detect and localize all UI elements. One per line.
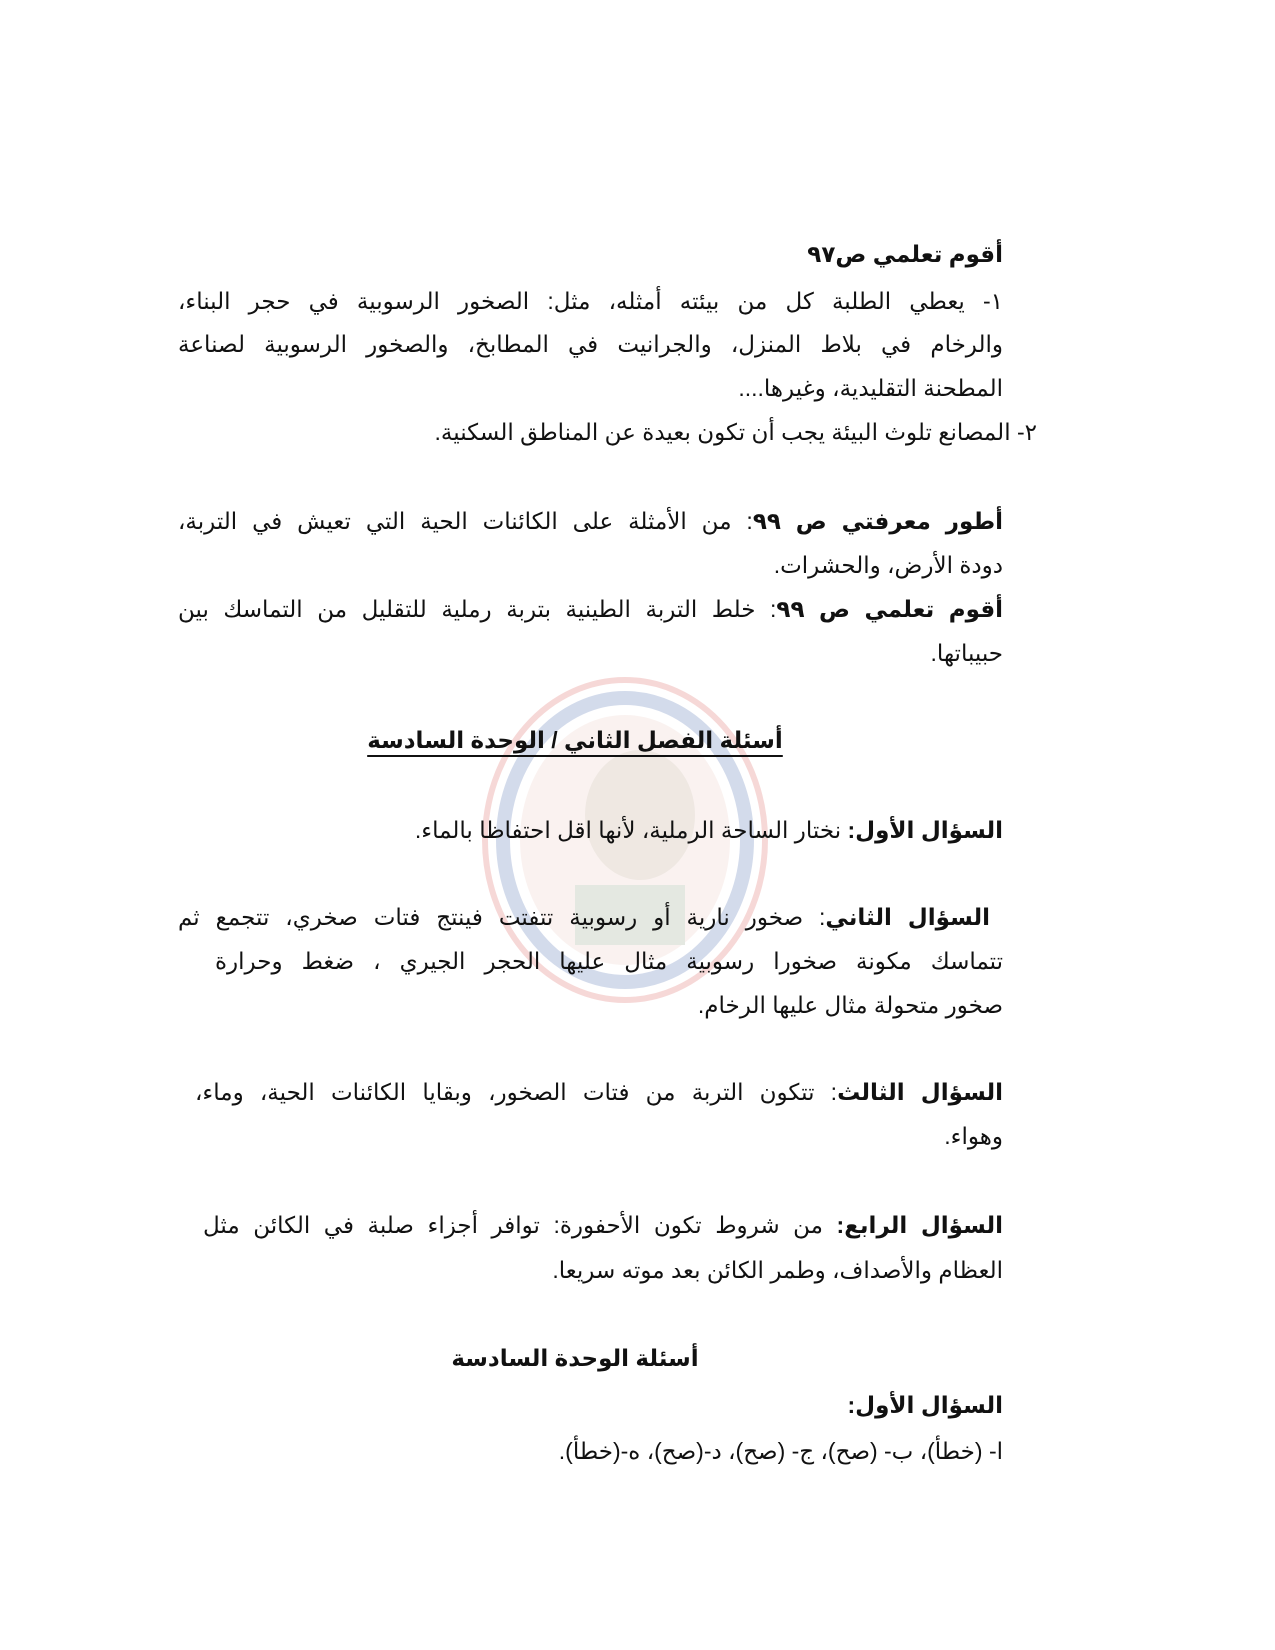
section3-label: أقوم تعلمي ص ٩٩ [776,596,1004,622]
section3-line1 [178,594,1003,624]
q2-text: : صخور نارية أو رسوبية تتفتت فينتج فتات صخري، تتجمع ثم [178,904,826,930]
q2-label: السؤال الثاني [825,904,990,930]
unit-q1-label: السؤال الأول: [847,1392,1003,1418]
item1-line2: والرخام في بلاط المنزل، والجرانيت في المطابخ، والصخور الرسوبية لصناعة [178,331,1003,357]
q4-line1 [203,1210,1003,1240]
q1-label: السؤال الأول: [847,817,1003,843]
q1-text: نختار الساحة الرملية، لأنها اقل احتفاظا بالماء. [414,817,848,843]
section-title-97: أقوم تعلمي ص٩٧ [807,241,1003,267]
item1-line1: ١- يعطي الطلبة كل من بيئته أمثله، مثل: الصخور الرسوبية في حجر البناء، [178,288,1003,314]
q3-line1 [195,1077,1003,1107]
section2-line1 [178,506,1003,536]
q4-line2: العظام والأصداف، وطمر الكائن بعد موته سريعا. [552,1257,1003,1283]
q4-label: السؤال الرابع: [836,1212,1004,1238]
item2: ٢- المصانع تلوث البيئة يجب أن تكون بعيدة عن المناطق السكنية. [434,419,1037,445]
q3-line2: وهواء. [944,1123,1003,1149]
q3-label: السؤال الثالث [837,1079,1003,1105]
q3-text: : تتكون التربة من فتات الصخور، وبقايا الكائنات الحية، وماء، [195,1079,838,1105]
item1-line3: المطحنة التقليدية، وغيرها.... [738,375,1003,401]
heading-unit-six: أسئلة الوحدة السادسة [451,1345,699,1371]
section3-line2: حبيباتها. [930,640,1003,666]
section3-text: : خلط التربة الطينية بتربة رملية للتقليل من التماسك بين [178,596,777,622]
section2-line2: دودة الأرض، والحشرات. [773,552,1003,578]
q2-line2: تتماسك مكونة صخورا رسوبية مثال عليها الحجر الجيري ، ضغط وحرارة [215,948,1003,974]
section2-label: أطور معرفتي ص ٩٩ [752,508,1003,534]
unit-q1-answer: ا- (خطأ)، ب- (صح)، ج- (صح)، د-(صح)، ه-(خطأ). [558,1438,1003,1464]
q2-line3: صخور متحولة مثال عليها الرخام. [697,992,1003,1018]
q2-line1 [178,902,990,932]
heading-chapter-two: أسئلة الفصل الثاني / الوحدة السادسة [367,727,783,753]
q4-text: من شروط تكون الأحفورة: توافر أجزاء صلبة في الكائن مثل [203,1212,837,1238]
q1-line [415,815,1003,845]
section2-text: : من الأمثلة على الكائنات الحية التي تعيش في التربة، [178,508,753,534]
